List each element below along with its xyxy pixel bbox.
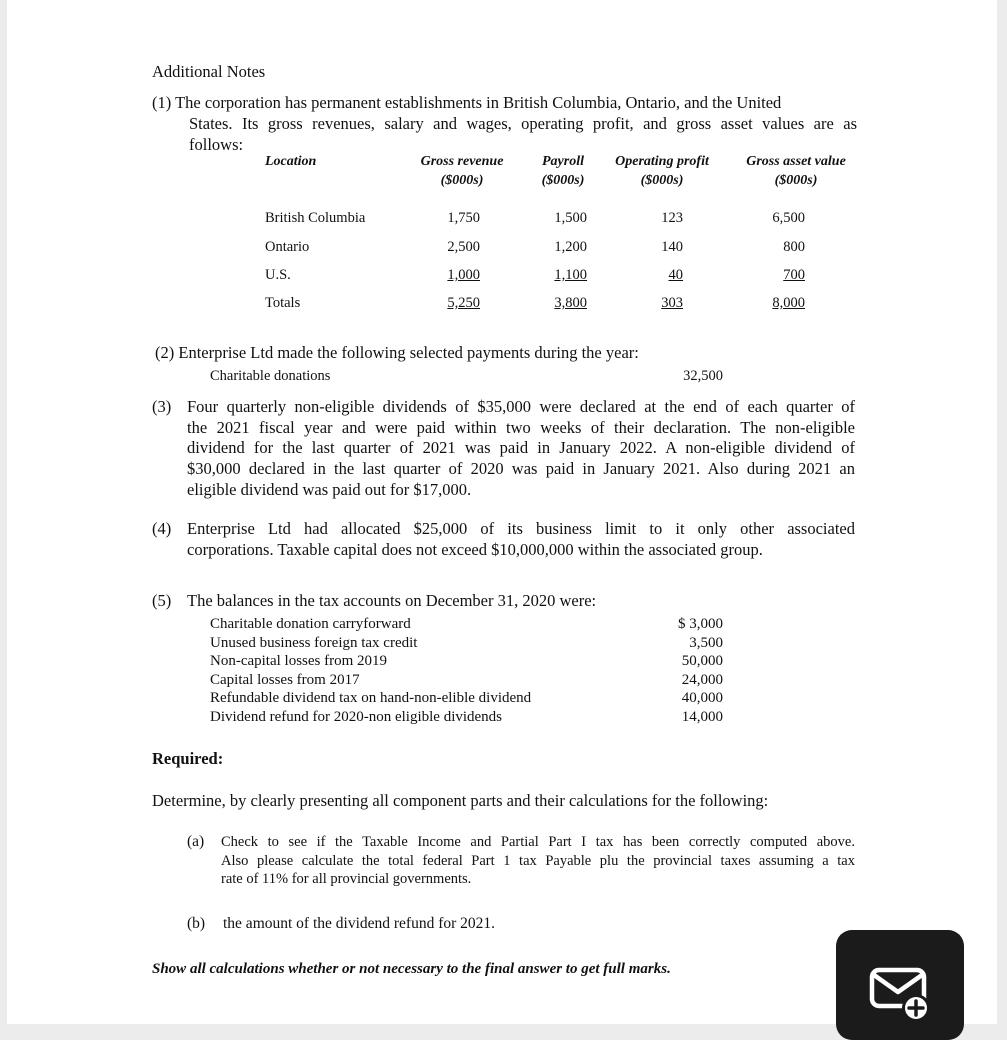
- table-cell-value: 123: [661, 210, 683, 226]
- part-a-line-1: Check to see if the Taxable Income and Partial Part I tax has been correctly computed above.: [221, 834, 855, 850]
- document-page: [7, 0, 997, 1024]
- note3-line-2: the 2021 fiscal year and were paid within two weeks of their declaration. The non-eligible: [187, 418, 855, 437]
- part-a-line-2: Also please calculate the total federal Part 1 tax Payable plu the provincial taxes assuming a tax: [221, 853, 855, 869]
- notes-title: Additional Notes: [152, 62, 266, 81]
- table-cell-value: 1,100: [554, 267, 587, 283]
- note2-line: (2) Enterprise Ltd made the following selected payments during the year:: [155, 343, 639, 362]
- note2-item-value: 32,500: [683, 368, 723, 384]
- part-a-line-3: rate of 11% for all provincial governments.: [221, 871, 472, 887]
- note2-item-label: Charitable donations: [210, 368, 331, 384]
- balance-label: Refundable dividend tax on hand-non-elible dividend: [210, 690, 532, 706]
- note3-label: (3): [152, 397, 172, 416]
- balance-value: 3,500: [689, 635, 723, 651]
- mail-plus-icon: [836, 930, 964, 1030]
- table-cell-value: 1,200: [554, 239, 587, 255]
- note4-line-2: corporations. Taxable capital does not exceed $10,000,000 within the associated group.: [187, 540, 763, 559]
- table-cell-total: 303: [661, 295, 683, 311]
- balance-label: Charitable donation carryforward: [210, 616, 411, 632]
- note1-line-1: (1) The corporation has permanent establishments in British Columbia, Ontario, and the United: [152, 93, 782, 112]
- table-cell-value: 800: [783, 239, 805, 255]
- table-header-payroll-unit: ($000s): [541, 173, 585, 188]
- balance-value: $ 3,000: [678, 616, 723, 632]
- required-heading: Required:: [152, 749, 224, 768]
- table-cell-value: 1,000: [447, 267, 480, 283]
- balance-value: 40,000: [681, 690, 723, 706]
- table-cell-total: 8,000: [772, 295, 805, 311]
- table-cell-value: 6,500: [772, 210, 805, 226]
- part-b-label: (b): [187, 915, 206, 932]
- part-b-text: the amount of the dividend refund for 2021.: [223, 915, 496, 932]
- table-cell-location: U.S.: [265, 267, 291, 283]
- table-header-gross-asset-value-unit: ($000s): [774, 173, 818, 188]
- table-cell-value: 2,500: [447, 239, 480, 255]
- table-cell-location: Totals: [265, 295, 301, 311]
- table-cell-location: Ontario: [265, 239, 310, 255]
- required-intro: Determine, by clearly presenting all component parts and their calculations for the following:: [152, 791, 769, 810]
- note3-line-3: dividend for the last quarter of 2021 was paid in January 2022. A non-eligible dividend of: [187, 438, 855, 457]
- note3-line-4: $30,000 declared in the last quarter of 2020 was paid in January 2021. Also during 2021 an: [187, 459, 855, 478]
- table-header-gross-revenue: Gross revenue: [420, 154, 504, 169]
- table-header-location: Location: [265, 154, 317, 169]
- balance-label: Capital losses from 2017: [210, 672, 360, 688]
- table-header-gross-asset-value: Gross asset value: [746, 154, 846, 169]
- table-cell-value: 1,500: [554, 210, 587, 226]
- note4-label: (4): [152, 519, 172, 538]
- balance-value: 50,000: [681, 653, 723, 669]
- table-cell-total: 3,800: [554, 295, 587, 311]
- balance-label: Dividend refund for 2020-non eligible dividends: [210, 709, 503, 725]
- note3-line-5: eligible dividend was paid out for $17,000.: [187, 480, 472, 499]
- note5-line: The balances in the tax accounts on December 31, 2020 were:: [187, 591, 597, 610]
- table-header-operating-profit: Operating profit: [615, 154, 709, 169]
- balance-label: Non-capital losses from 2019: [210, 653, 388, 669]
- balance-label: Unused business foreign tax credit: [210, 635, 418, 651]
- balance-value: 14,000: [681, 709, 723, 725]
- closing-instruction: Show all calculations whether or not necessary to the final answer to get full marks.: [152, 961, 671, 977]
- table-cell-value: 40: [668, 267, 683, 283]
- table-cell-total: 5,250: [447, 295, 480, 311]
- note5-label: (5): [152, 591, 172, 610]
- note1-line-2: States. Its gross revenues, salary and wages, operating profit, and gross asset values are as: [189, 114, 857, 133]
- table-cell-value: 1,750: [447, 210, 480, 226]
- table-header-gross-revenue-unit: ($000s): [440, 173, 484, 188]
- table-cell-location: British Columbia: [265, 210, 366, 226]
- table-cell-value: 700: [783, 267, 805, 283]
- table-header-payroll: Payroll: [542, 154, 584, 169]
- note3-line-1: Four quarterly non-eligible dividends of $35,000 were declared at the end of each quarter of: [187, 397, 855, 416]
- balance-value: 24,000: [681, 672, 723, 688]
- table-header-operating-profit-unit: ($000s): [640, 173, 684, 188]
- note1-line-3: follows:: [189, 135, 244, 154]
- table-cell-value: 140: [661, 239, 683, 255]
- note4-line-1: Enterprise Ltd had allocated $25,000 of its business limit to it only other associated: [187, 519, 855, 538]
- part-a-label: (a): [187, 833, 205, 850]
